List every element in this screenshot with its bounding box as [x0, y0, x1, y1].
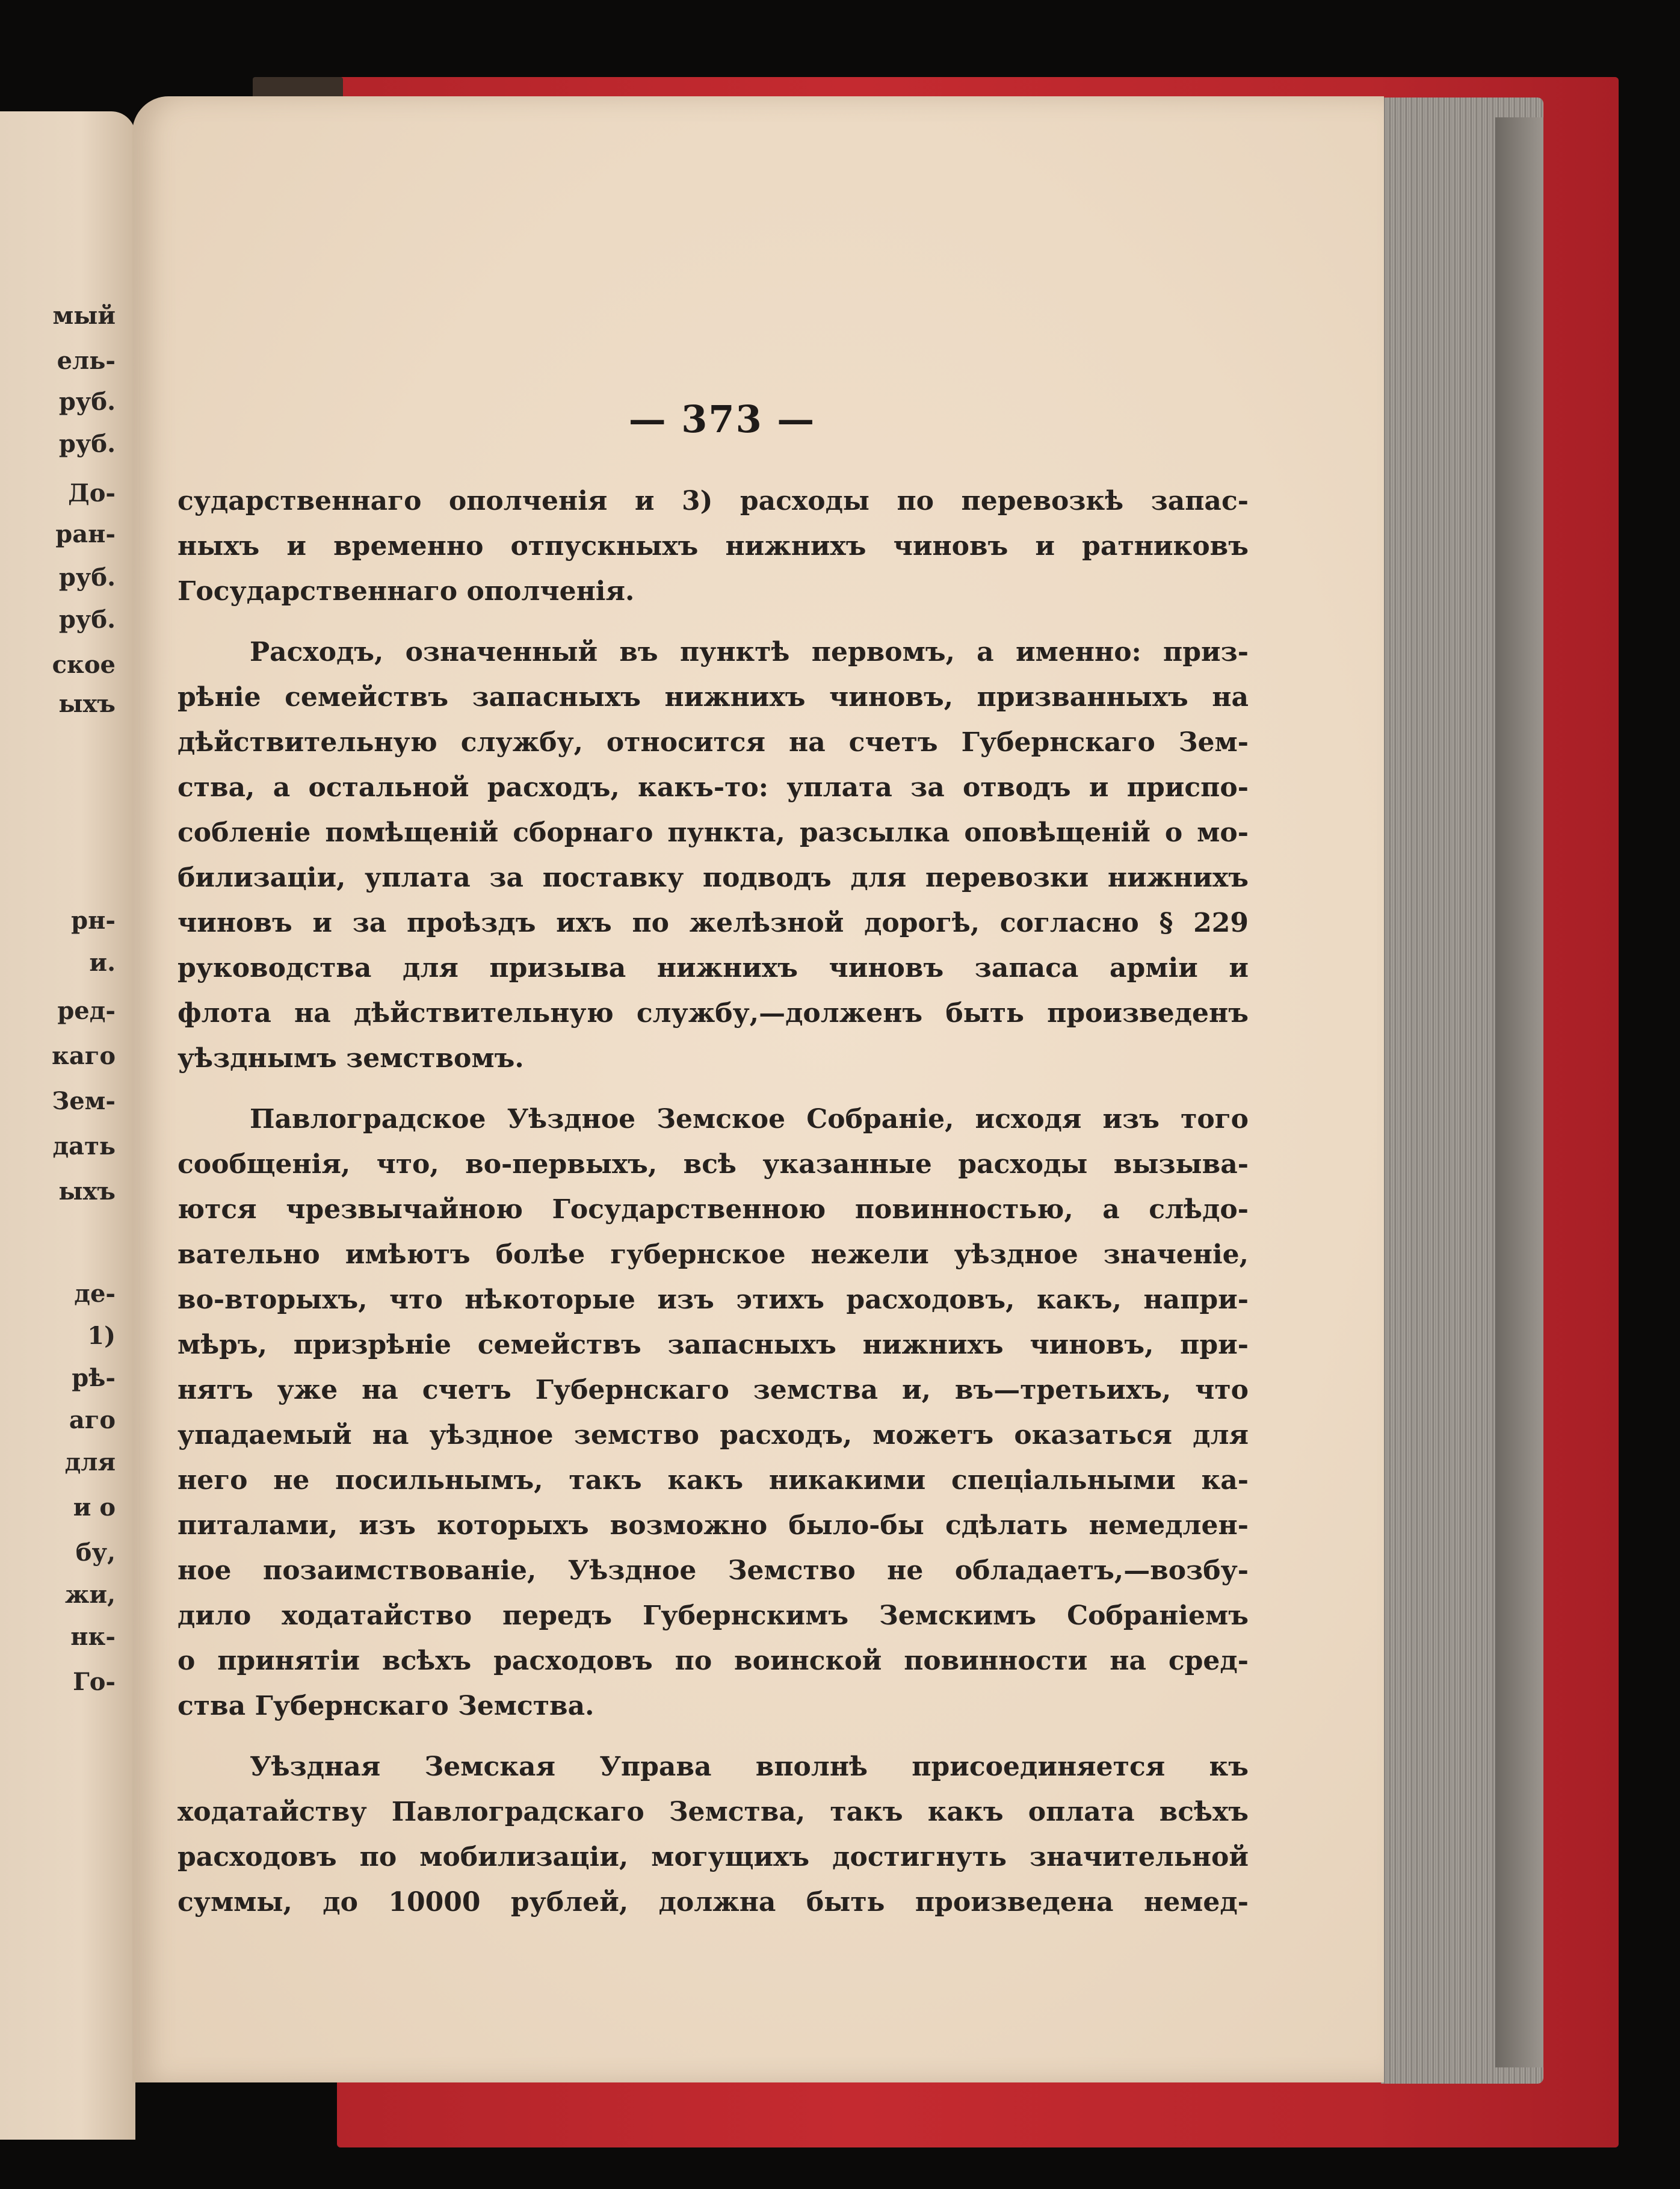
- left-page-fragment: Го-: [73, 1668, 116, 1696]
- text-line: ства Губернскаго Земства.: [178, 1691, 594, 1721]
- text-line: рѣніе семействъ запасныхъ нижнихъ чиновъ, призванныхъ на: [178, 682, 1249, 713]
- text-line: вательно имѣютъ болѣе губернское нежели уѣздное значеніе,: [178, 1239, 1249, 1270]
- book-page: [132, 96, 1384, 2082]
- text-line: расходовъ по мобилизаціи, могущихъ достигнуть значительной: [178, 1842, 1249, 1872]
- paragraph-2: [178, 630, 1249, 1081]
- left-facing-page: [0, 111, 135, 2140]
- text-line: Павлоградское Уѣздное Земское Собраніе, исходя изъ того: [250, 1104, 1249, 1135]
- text-line: мѣръ, призрѣніе семействъ запасныхъ нижнихъ чиновъ, при-: [178, 1330, 1249, 1360]
- left-page-fragment: рѣ-: [72, 1364, 116, 1392]
- left-page-fragment: мый: [52, 302, 116, 330]
- text-line: ныхъ и временно отпускныхъ нижнихъ чиновъ и ратниковъ: [178, 531, 1249, 562]
- text-line: дило ходатайство передъ Губернскимъ Земскимъ Собраніемъ: [178, 1600, 1249, 1631]
- left-page-fragment: нк-: [70, 1623, 116, 1651]
- text-line: суммы, до 10000 рублей, должна быть произведена немед-: [178, 1887, 1249, 1918]
- text-line: руководства для призыва нижнихъ чиновъ запаса арміи и: [178, 953, 1249, 983]
- left-page-fragment: рн-: [71, 906, 116, 935]
- left-page-fragment: Зем-: [52, 1087, 116, 1115]
- left-page-fragment: ель-: [57, 347, 116, 375]
- text-line: упадаемый на уѣздное земство расходъ, можетъ оказаться для: [178, 1420, 1249, 1451]
- page-number: — 373 —: [628, 397, 816, 441]
- text-line: чиновъ и за проѣздъ ихъ по желѣзной дорогѣ, согласно § 229: [178, 908, 1249, 938]
- text-line: ются чрезвычайною Государственною повинностью, а слѣдо-: [178, 1194, 1249, 1225]
- text-line: Расходъ, означенный въ пунктѣ первомъ, а именно: приз-: [250, 637, 1249, 667]
- left-page-fragment: 1): [87, 1322, 116, 1350]
- text-line: Уѣздная Земская Управа вполнѣ присоединяется къ: [250, 1751, 1249, 1782]
- left-page-fragment: До-: [68, 479, 116, 507]
- left-page-fragment: каго: [52, 1042, 116, 1070]
- page-edges-shadow: [1495, 117, 1543, 2067]
- text-line: собленіе помѣщеній сборнаго пункта, разсылка оповѣщеній о мо-: [178, 817, 1249, 848]
- left-page-fragment: руб.: [58, 388, 116, 416]
- left-page-fragment: для: [64, 1448, 116, 1476]
- text-line: нятъ уже на счетъ Губернскаго земства и, въ—третьихъ, что: [178, 1375, 1249, 1405]
- left-page-fragment: ыхъ: [58, 1177, 116, 1206]
- left-page-fragment: и о: [73, 1493, 116, 1522]
- paragraph-4: [178, 1744, 1249, 1925]
- text-line: уѣзднымъ земствомъ.: [178, 1043, 524, 1074]
- text-line: питалами, изъ которыхъ возможно было-бы сдѣлать немедлен-: [178, 1510, 1249, 1541]
- text-line: ное позаимствованіе, Уѣздное Земство не обладаетъ,—возбу-: [178, 1555, 1249, 1586]
- left-page-fragment: руб.: [58, 605, 116, 634]
- left-page-fragment: руб.: [58, 563, 116, 592]
- text-line: сударственнаго ополченія и 3) расходы по перевозкѣ запас-: [178, 486, 1249, 516]
- left-page-fragment: аго: [69, 1406, 116, 1434]
- left-page-fragment: ыхъ: [58, 690, 116, 718]
- left-page-fragment: и.: [89, 949, 116, 977]
- paragraph-3: [178, 1097, 1249, 1729]
- left-page-fragment: де-: [74, 1280, 116, 1308]
- text-line: ходатайству Павлоградскаго Земства, такъ какъ оплата всѣхъ: [178, 1797, 1249, 1827]
- left-page-fragment: дать: [52, 1132, 116, 1160]
- left-page-fragment: ран-: [55, 520, 116, 548]
- left-page-fragment: ред-: [57, 997, 116, 1025]
- left-page-fragment: ское: [52, 651, 116, 679]
- text-line: билизаціи, уплата за поставку подводъ для перевозки нижнихъ: [178, 862, 1249, 893]
- paragraph-1: [178, 478, 1249, 614]
- text-line: во-вторыхъ, что нѣкоторые изъ этихъ расходовъ, какъ, напри-: [178, 1284, 1249, 1315]
- left-page-fragment: руб.: [58, 430, 116, 458]
- left-page-fragment: бу,: [75, 1538, 116, 1567]
- text-line: него не посильнымъ, такъ какъ никакими спеціальными ка-: [178, 1465, 1249, 1496]
- left-page-fragment: жи,: [65, 1581, 116, 1609]
- text-line: флота на дѣйствительную службу,—долженъ быть произведенъ: [178, 998, 1249, 1029]
- text-line: о принятіи всѣхъ расходовъ по воинской повинности на сред-: [178, 1646, 1249, 1676]
- text-line: сообщенія, что, во-первыхъ, всѣ указанные расходы вызыва-: [178, 1149, 1249, 1180]
- text-line: дѣйствительную службу, относится на счетъ Губернскаго Зем-: [178, 727, 1249, 758]
- text-line: Государственнаго ополченія.: [178, 576, 635, 607]
- page-body-text: [178, 478, 1249, 1940]
- text-line: ства, а остальной расходъ, какъ-то: уплата за отводъ и приспо-: [178, 772, 1249, 803]
